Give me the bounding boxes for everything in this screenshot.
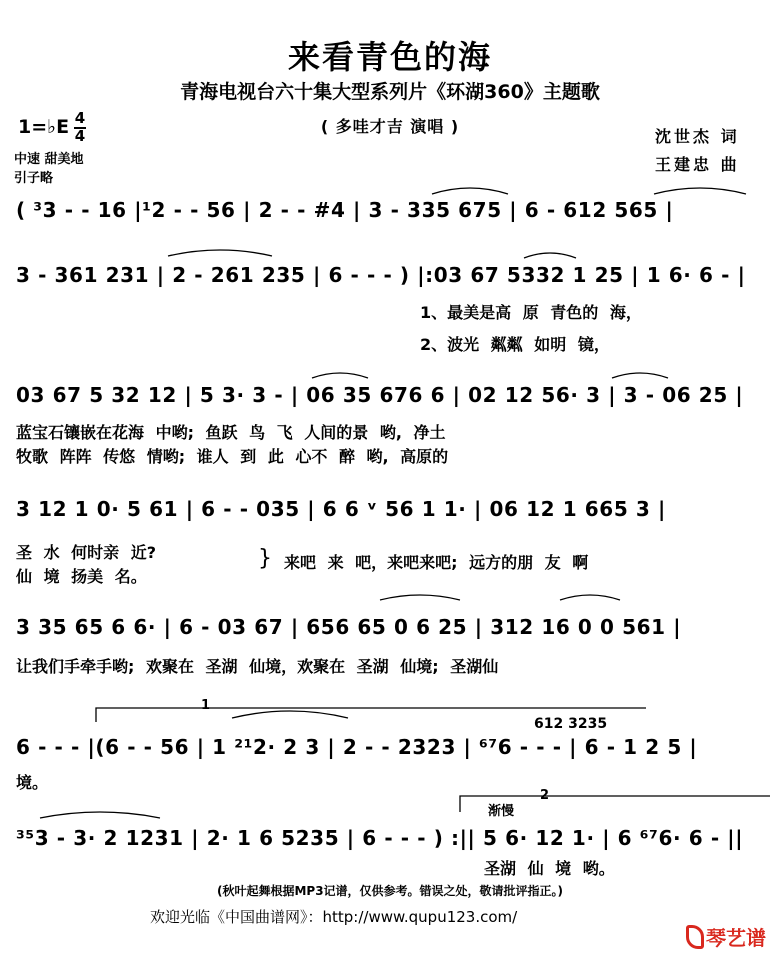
volta-1-label: 1 [201, 698, 211, 713]
meter-bottom: 4 [74, 127, 86, 145]
lyrics-verse2-a: 2、波光 粼粼 如明 镜， [420, 335, 610, 354]
lyrics-line-f: 圣湖 仙 境 哟。 [484, 859, 615, 878]
volta-bracket-1 [96, 708, 646, 722]
score-line-2: 3 - 361 231 | 2 - 261 235 | 6 - - - ) |:03 67 5332 1 25 | 1 6· 6 - | [16, 263, 746, 287]
brace: } [258, 546, 272, 571]
slur-mark [40, 812, 160, 818]
key-signature: 1=♭E [18, 116, 70, 138]
website-credit[interactable]: 欢迎光临《中国曲谱网》：http://www.qupu123.com/ [150, 908, 518, 926]
lyrics-verse1-a: 1、最美是高 原 青色的 海， [420, 303, 642, 322]
lyrics-chorus-c: 来吧 来 吧，来吧来吧; 远方的朋 友 啊 [284, 553, 589, 572]
logo-text: 琴艺谱 [706, 926, 766, 950]
tempo-marking: 中速 甜美地 [14, 152, 84, 167]
score-line-7: ³⁵3 - 3· 2 1231 | 2· 1 6 5235 | 6 - - - ) :|| 5 6· 12 1· | 6 ⁶⁷6· 6 - || [16, 826, 744, 850]
slur-mark [232, 711, 348, 718]
transcription-note: (秋叶起舞根据MP3记谱，仅供参考。错误之处，敬请批评指正。) [216, 884, 564, 898]
song-subtitle: 青海电视台六十集大型系列片《环湖360》主题歌 [180, 81, 600, 103]
score-line-1: ( ³3 - - 16 |¹2 - - 56 | 2 - - #4 | 3 - 335 675 | 6 - 612 565 | [16, 198, 674, 222]
lyrics-verse1-c: 圣 水 何时亲 近? [16, 543, 156, 562]
volta-bracket-2 [460, 796, 770, 812]
slur-mark [312, 373, 368, 378]
score-line-4: 3 12 1 0· 5 61 | 6 - - 035 | 6 6 ᵛ 56 1 1· | 06 12 1 665 3 | [16, 497, 666, 521]
slur-mark [560, 595, 620, 600]
slur-mark [432, 188, 508, 194]
slur-mark [380, 595, 460, 600]
slur-mark [168, 250, 272, 256]
slur-mark [524, 253, 576, 258]
intro-note: 引子略 [14, 171, 54, 186]
song-title: 来看青色的海 [287, 38, 492, 76]
slur-mark [612, 373, 668, 378]
score-line-5: 3 35 65 6 6· | 6 - 03 67 | 656 65 0 6 25 | 312 16 0 0 561 | [16, 615, 682, 639]
composer-credit: 王建忠 曲 [655, 155, 740, 174]
score-line-3: 03 67 5 32 12 | 5 3· 3 - | 06 35 676 6 | 02 12 56· 3 | 3 - 06 25 | [16, 383, 744, 407]
lyricist-credit: 沈世杰 词 [655, 127, 740, 146]
lyrics-verse1-b: 蓝宝石镶嵌在花海 中哟; 鱼跃 鸟 飞 人间的景 哟, 净土 [16, 423, 446, 442]
meter-top: 4 [74, 109, 86, 127]
upper-notes: 612 3235 [534, 716, 608, 732]
slur-mark [654, 188, 746, 194]
lyrics-verse2-c: 仙 境 扬美 名。 [16, 567, 147, 586]
lyrics-verse2-b: 牧歌 阵阵 传悠 情哟; 谁人 到 此 心不 醉 哟, 高原的 [16, 447, 449, 466]
ritardando-marking: 渐慢 [488, 804, 515, 819]
singer-credit: ( 多哇才吉 演唱 ) [320, 117, 460, 136]
score-line-6: 6 - - - |(6 - - 56 | 1 ²¹2· 2 3 | 2 - - 2323 | ⁶⁷6 - - - | 6 - 1 2 5 | [16, 735, 698, 759]
volta-2-label: 2 [540, 788, 550, 803]
lyrics-line-e: 境。 [16, 773, 49, 792]
lyrics-line-d: 让我们手牵手哟; 欢聚在 圣湖 仙境，欢聚在 圣湖 仙境; 圣湖仙 [16, 657, 499, 676]
